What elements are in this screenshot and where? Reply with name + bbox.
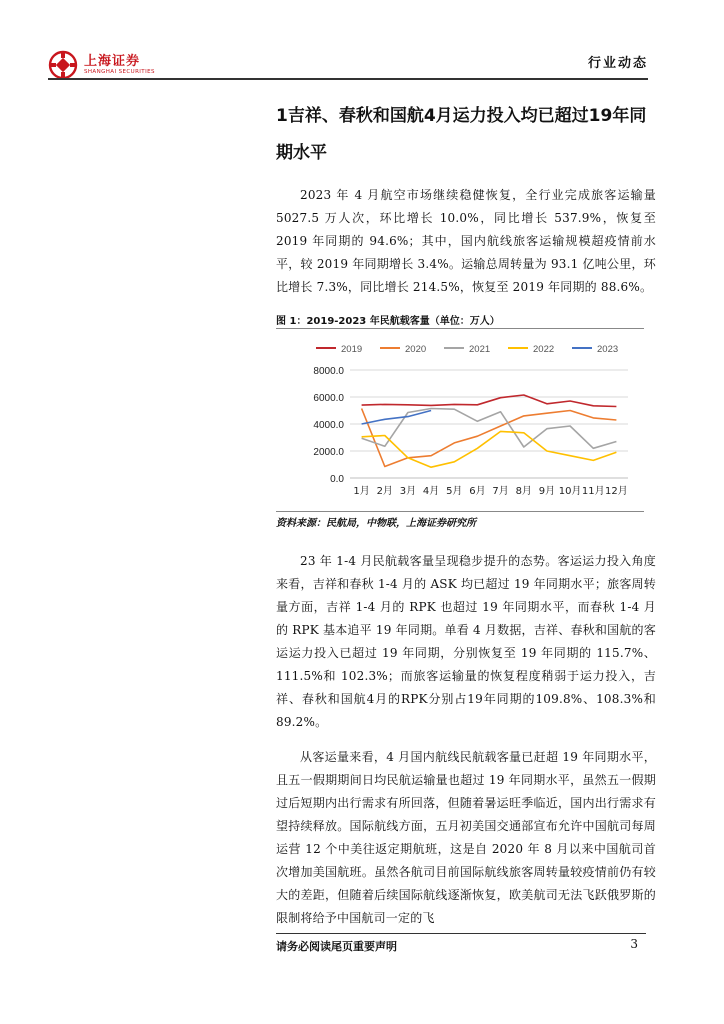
x-tick-label-0: 1月: [353, 486, 370, 497]
x-tick-label-7: 8月: [515, 486, 532, 497]
x-tick-label-2: 3月: [399, 486, 417, 497]
paragraph-1: 2023 年 4 月航空市场继续稳健恢复，全行业完成旅客运输量 5027.5 万人次，环比增长 10.0%，同比增长 537.9%，恢复至 2019 年同期的 94.6%；其中，国内航线旅客运输规模超疫情前水平，较 2019 年同期增长 3.4%。运输总周转量为 93.1 亿吨公里，环比增长 7.3%，同比增长 214.5%，恢复至 2019 年同期的 88.6%。: [276, 188, 656, 294]
y-tick-label-2: 4000.0: [313, 420, 344, 431]
x-tick-label-3: 4月: [422, 486, 440, 497]
x-tick-label-5: 6月: [469, 486, 486, 497]
figure-caption: 图 1：2019-2023 年民航载客量（单位：万人）: [276, 316, 500, 327]
paragraph-3: 从客运量来看，4 月国内航线民航载客量已赶超 19 年同期水平，且五一假期期间日均民航运输量也超过 19 年同期水平，虽然五一假期过后短期内出行需求有所回落，但随着暑运旺季临近，国内出行需求有望持续释放。国际航线方面，五月初美国交通部宣布允许中国航司每周运营 12 个中美往返定期航班，这是自 2020 年 8 月以来中国航司首次增加美国航班。虽然各航司目前国际航线旅客周转量较疫情前仍有较大的差距，但随着后续国际航线逐渐恢复，欧美航司无法飞跃俄罗斯的限制将给予中国航司一定的飞: [276, 750, 656, 925]
x-tick-label-9: 10月: [558, 486, 582, 497]
legend-label-2022: 2022: [533, 344, 555, 355]
legend-label-2023: 2023: [597, 344, 619, 355]
x-tick-label-6: 7月: [492, 486, 509, 497]
series-line-2021: [362, 409, 617, 449]
legend-label-2019: 2019: [341, 344, 363, 355]
figure-bottom-rule: [276, 511, 644, 512]
x-tick-label-8: 9月: [538, 486, 556, 497]
y-tick-label-3: 6000.0: [313, 393, 344, 404]
figure-top-rule: [276, 328, 644, 329]
footer-divider: [276, 933, 646, 934]
y-tick-label-1: 2000.0: [313, 447, 344, 458]
header-divider: [48, 78, 648, 80]
passenger-volume-line-chart: [276, 332, 644, 510]
logo-en-text: SHANGHAI SECURITIES: [84, 68, 155, 75]
shanghai-securities-logo-icon: [48, 50, 78, 80]
legend-label-2020: 2020: [405, 344, 427, 355]
section-label: 行业动态: [587, 56, 648, 71]
section-title: 1吉祥、春秋和国航4月运力投入均已超过19年同期水平: [276, 106, 647, 163]
x-tick-label-1: 2月: [376, 486, 393, 497]
page-number: 3: [630, 937, 638, 951]
paragraph-2: 23 年 1-4 月民航载客量呈现稳步提升的态势。客运运力投入角度来看，吉祥和春秋 1-4 月的 ASK 均已超过 19 年同期水平；旅客周转量方面，吉祥 1-4 月的 RPK 也超过 19 年同期水平，而春秋 1-4 月的 RPK 基本追平 19 年同期。单看 4 月数据，吉祥、春秋和国航的客运运力投入已超过 19 年同期，分别恢复至 19 年同期的 115.7%、111.5%和 102.3%；而旅客运输量的恢复程度稍弱于运力投入，吉祥、春秋和国航4月的RPK分别占19年同期的109.8%、108.3%和89.2%。: [276, 554, 656, 729]
page-header: [48, 44, 648, 84]
company-logo: [48, 50, 155, 80]
logo-cn-text: 上海证券: [84, 53, 141, 69]
x-tick-label-10: 11月: [581, 486, 605, 497]
legend-label-2021: 2021: [469, 344, 491, 355]
x-tick-label-11: 12月: [605, 486, 628, 497]
x-tick-label-4: 5月: [446, 486, 463, 497]
series-line-2022: [362, 431, 617, 467]
y-tick-label-0: 0.0: [330, 474, 344, 485]
series-line-2023: [362, 411, 432, 425]
figure-source: 资料来源：民航局，中物联，上海证券研究所: [276, 518, 476, 529]
footer-disclaimer: 请务必阅读尾页重要声明: [276, 940, 397, 953]
y-tick-label-4: 8000.0: [313, 366, 344, 377]
